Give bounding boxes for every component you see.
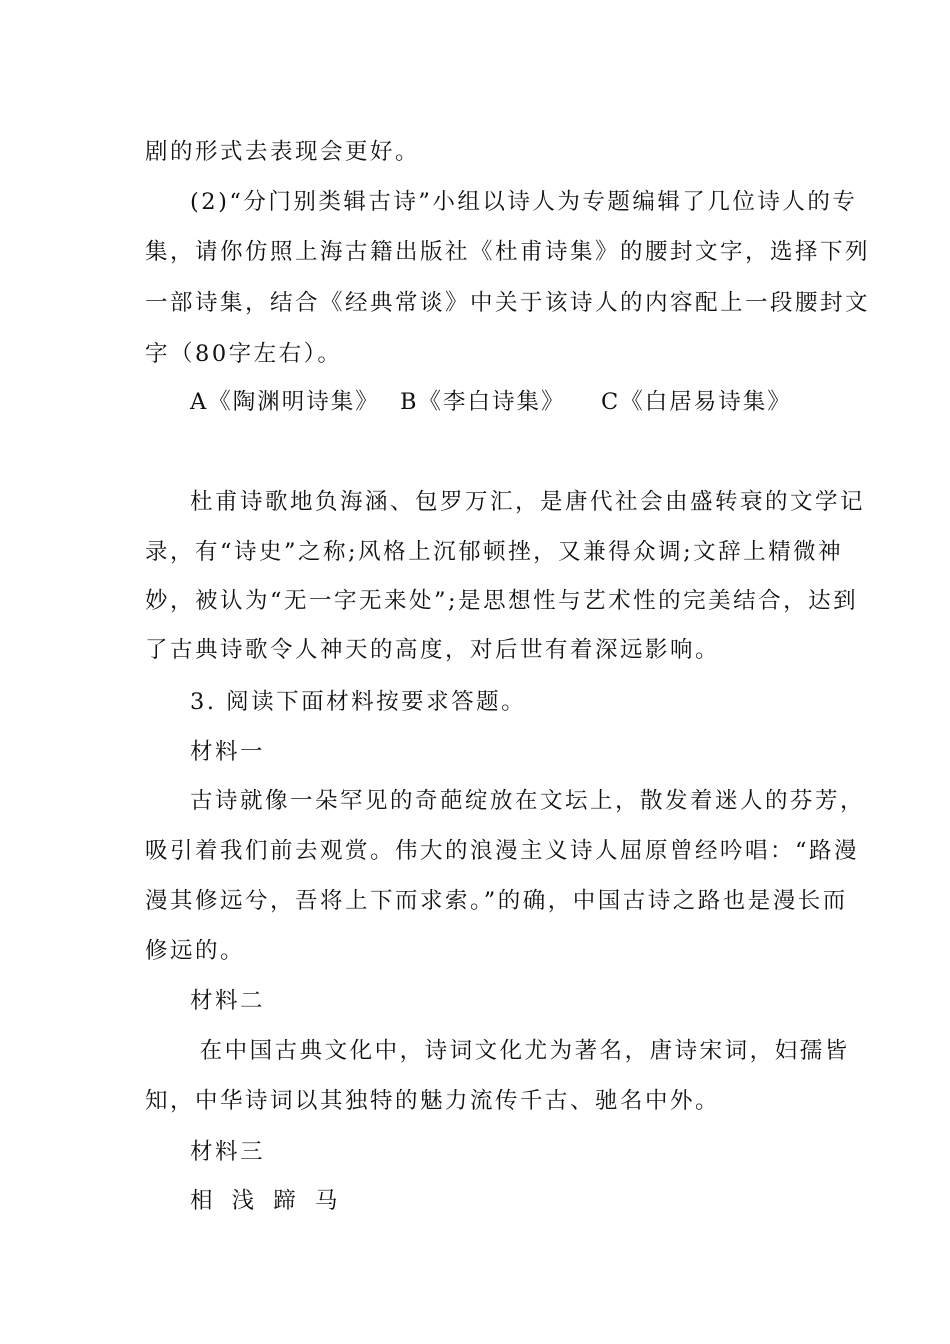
paragraph-line: 录，有“诗史”之称;风格上沉郁顿挫，又兼得众调;文辞上精微神 — [145, 539, 844, 565]
paragraph-line: 相 浅 蹄 马 — [190, 1188, 344, 1214]
paragraph-line: 在中国古典文化中，诗词文化尤为著名，唐诗宋词，妇孺皆 — [190, 1038, 850, 1064]
paragraph-line: 古诗就像一朵罕见的奇葩绽放在文坛上，散发着迷人的芬芳， — [190, 788, 866, 814]
paragraph-line: 杜甫诗歌地负海涵、包罗万汇，是唐代社会由盛转衰的文学记 — [190, 489, 866, 515]
paragraph-line: 字（80字左右）。 — [145, 341, 343, 367]
paragraph-line: 集，请你仿照上海古籍出版社《杜甫诗集》的腰封文字，选择下列 — [145, 239, 871, 265]
paragraph-line: (2)“分门别类辑古诗”小组以诗人为专题编辑了几位诗人的专 — [190, 189, 858, 215]
paragraph-line: 妙，被认为“无一字无来处”;是思想性与艺术性的完美结合，达到 — [145, 588, 859, 614]
paragraph-line: 漫其修远兮，吾将上下而求索。”的确，中国古诗之路也是漫长而 — [145, 888, 848, 914]
paragraph-line: 吸引着我们前去观赏。伟大的浪漫主义诗人屈原曾经吟唱：“路漫 — [145, 838, 860, 864]
material-title: 材料三 — [190, 1139, 266, 1165]
paragraph-line: 一部诗集，结合《经典常谈》中关于该诗人的内容配上一段腰封文 — [145, 290, 871, 316]
option-a: A《陶渊明诗集》 — [190, 389, 380, 415]
material-title: 材料一 — [190, 739, 266, 765]
option-c: C《白居易诗集》 — [601, 389, 792, 415]
paragraph-line: 了古典诗歌令人神天的高度，对后世有着深远影响。 — [145, 637, 721, 663]
option-b: B《李白诗集》 — [400, 389, 566, 415]
question-heading: 3. 阅读下面材料按要求答题。 — [190, 689, 527, 715]
paragraph-line: 剧的形式去表现会更好。 — [145, 139, 421, 165]
paragraph-line: 修远的。 — [145, 938, 246, 964]
material-title: 材料二 — [190, 988, 266, 1014]
paragraph-line: 知，中华诗词以其独特的魅力流传千古、驰名中外。 — [145, 1088, 721, 1114]
